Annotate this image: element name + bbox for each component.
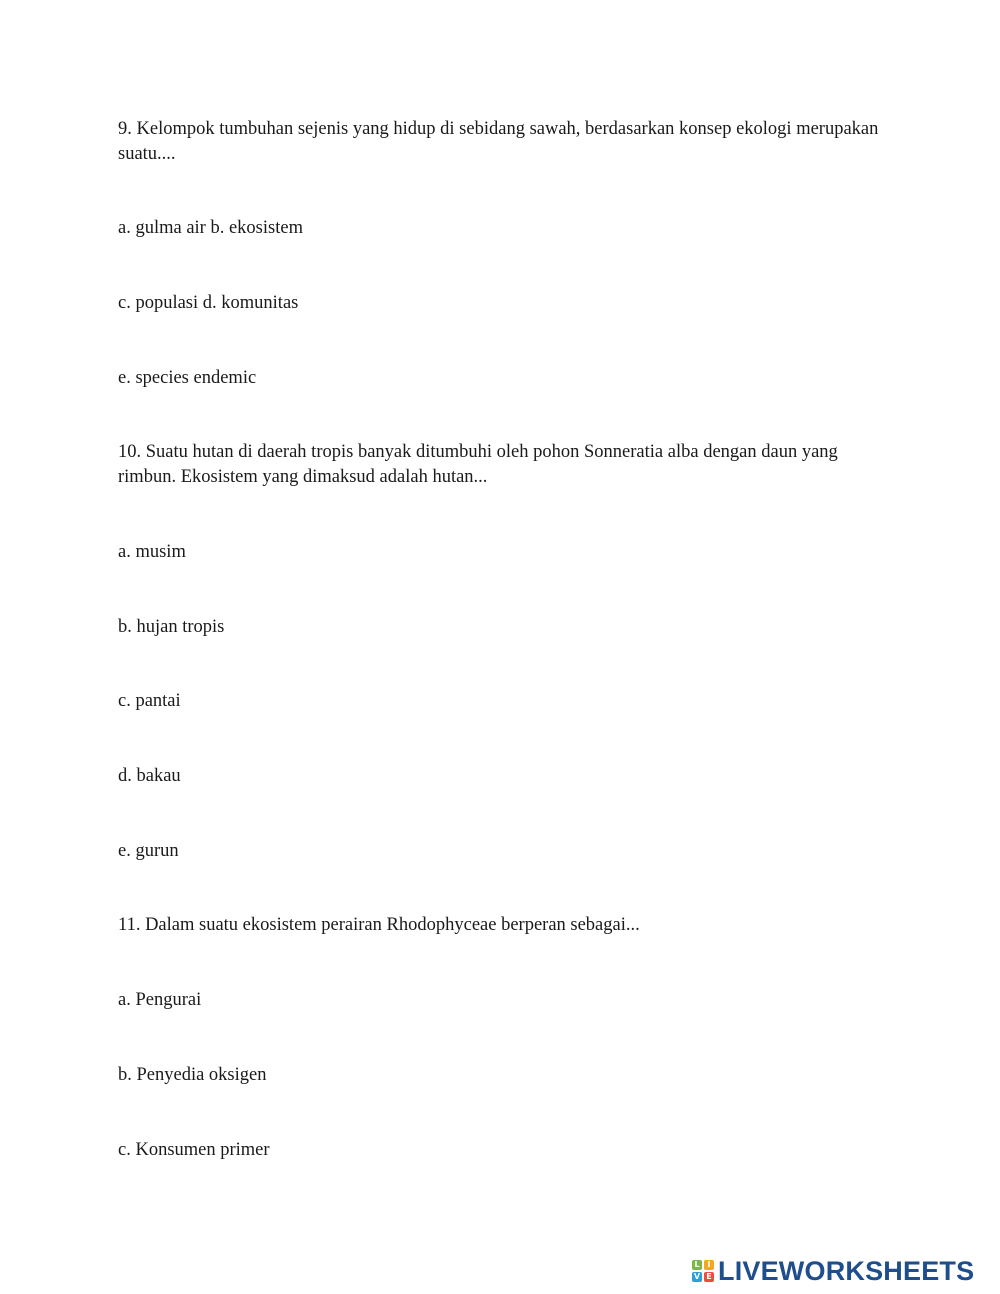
- question-10-text: 10. Suatu hutan di daerah tropis banyak ditumbuhi oleh pohon Sonneratia alba dengan daun yang rimbun. Ekosistem yang dimaksud adalah hutan...: [118, 442, 838, 487]
- question-10-option-a: a. musim: [118, 542, 186, 562]
- question-9-text: 9. Kelompok tumbuhan sejenis yang hidup di sebidang sawah, berdasarkan konsep ekologi merupakan suatu....: [118, 119, 879, 164]
- question-11-option-c: c. Konsumen primer: [118, 1140, 270, 1160]
- question-10-option-c: c. pantai: [118, 691, 181, 711]
- liveworksheets-logo-icon: [692, 1260, 714, 1282]
- question-11-text: 11. Dalam suatu ekosistem perairan Rhodophyceae berperan sebagai...: [118, 915, 640, 935]
- question-11-option-a: a. Pengurai: [118, 990, 202, 1010]
- question-11-option-b: b. Penyedia oksigen: [118, 1065, 267, 1085]
- logo-mark-i: I: [704, 1260, 714, 1270]
- question-10-option-d: d. bakau: [118, 766, 181, 786]
- question-10-option-b: b. hujan tropis: [118, 617, 225, 637]
- logo-mark-v: V: [693, 1272, 701, 1281]
- question-10-option-e: e. gurun: [118, 841, 179, 861]
- question-9-option-ab: a. gulma air b. ekosistem: [118, 218, 303, 238]
- question-9-option-cd: c. populasi d. komunitas: [118, 293, 299, 313]
- logo-mark-e: E: [704, 1272, 714, 1282]
- question-9-option-e: e. species endemic: [118, 368, 257, 388]
- logo-text: LIVEWORKSHEETS: [718, 1256, 975, 1286]
- logo-mark-l: L: [692, 1260, 702, 1270]
- liveworksheets-logo: [692, 1254, 974, 1288]
